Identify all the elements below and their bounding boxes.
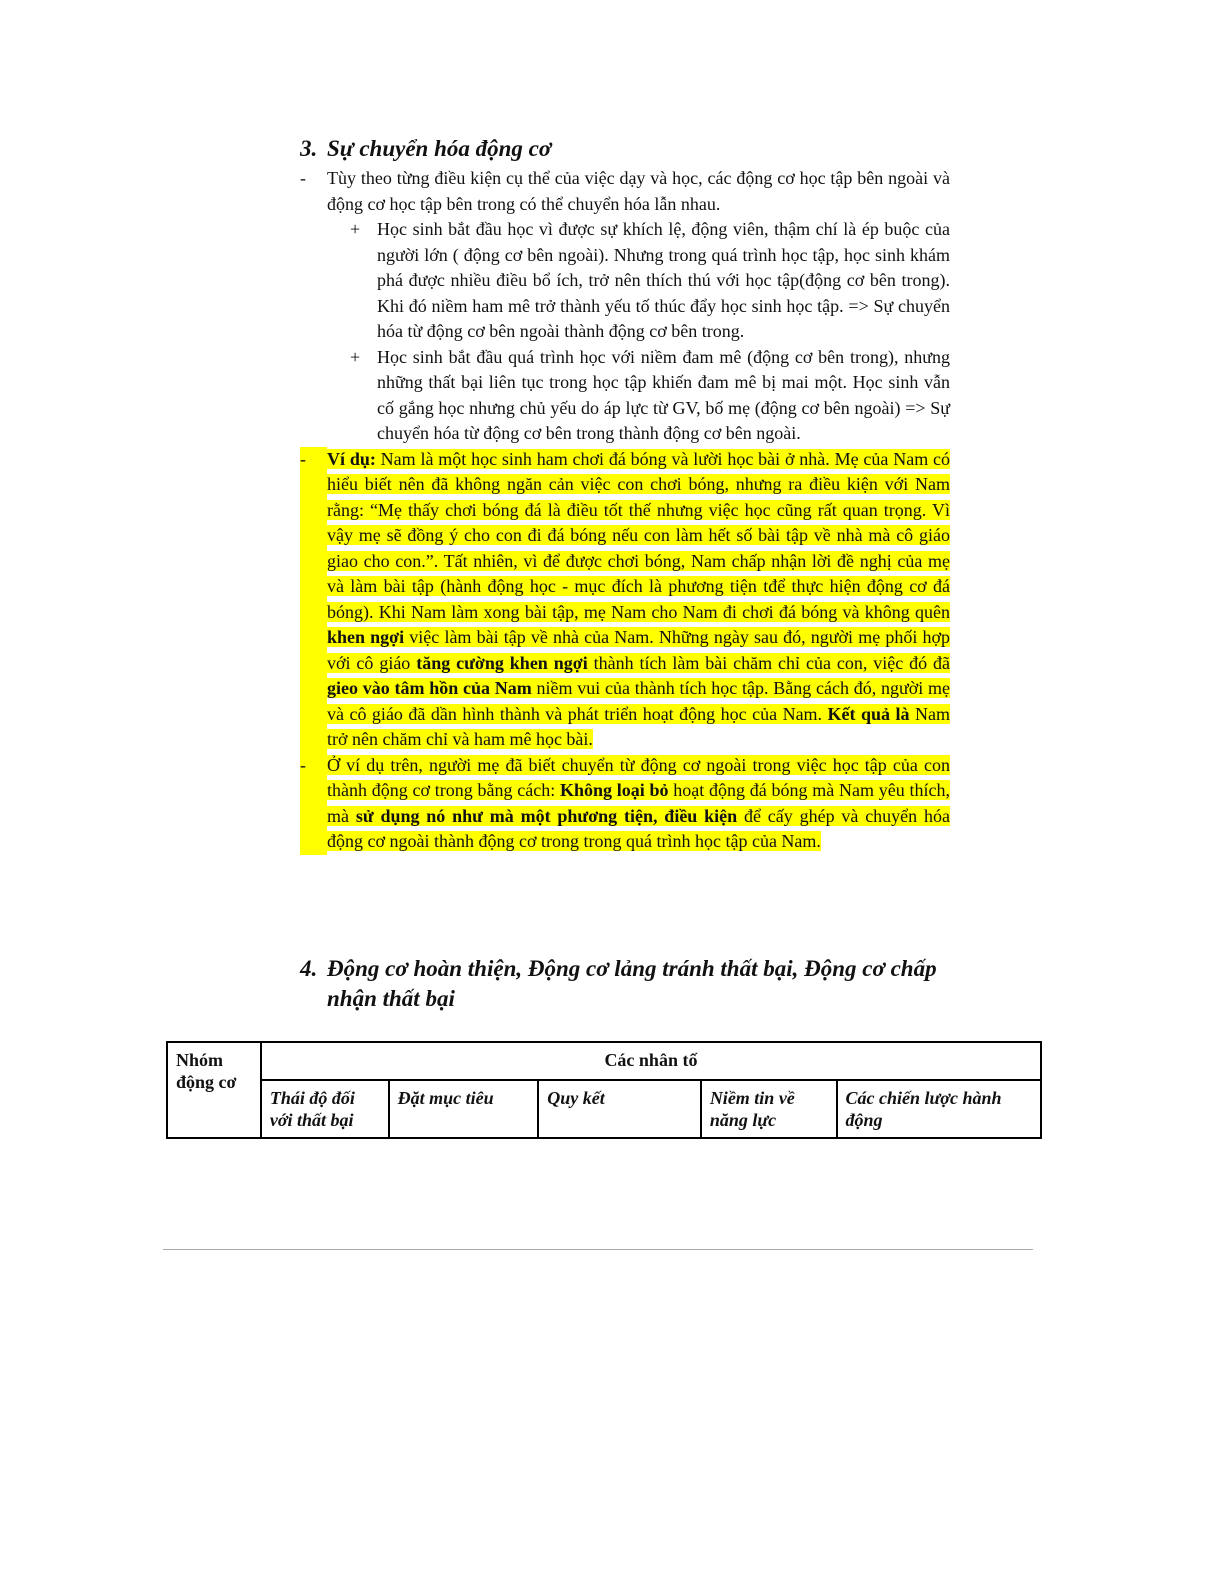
table-sub-header: Niềm tin về năng lực [701,1080,837,1138]
conclusion-emphasis: Không loại bỏ [559,780,669,800]
example-text-part: Nam trở nên chăm chỉ và ham mê học bài. [327,703,950,749]
example-text [327,447,950,753]
dash-marker: - [300,447,327,753]
intro-paragraph [300,166,950,217]
example-text-part: niềm vui của thành tích học tập. Bằng cách đó, người mẹ và cô giáo đã dần hình thành và phát triển hoạt động học của Nam. [327,678,950,724]
example-label: Ví dụ: [327,448,376,469]
conclusion-paragraph [300,753,950,855]
example-emphasis: Kết quả là [827,703,910,724]
conclusion-text-part: Ở ví dụ trên, người mẹ đã biết chuyển từ động cơ ngoài trong việc học tập của con thành động cơ trong bằng cách: [327,754,950,800]
table-sub-header: Thái độ đối với thất bại [261,1080,389,1138]
dash-marker: - [300,753,327,855]
conclusion-text-part: để cấy ghép và chuyển hóa động cơ ngoài thành động cơ trong trong quá trình học tập của Nam. [327,805,950,851]
example-emphasis: tăng cường khen ngợi [416,652,588,673]
table-main-header: Các nhân tố [261,1042,1041,1080]
example-text-part: Nam là một học sinh ham chơi đá bóng và lười học bài ở nhà. Mẹ của Nam có hiểu biết nên đã không ngăn cản việc con chơi bóng, nhưng ra điều kiện với Nam rằng: “Mẹ thấy chơi bóng đá là điều tốt thế nhưng việc học cũng rất quan trọng. Vì vậy mẹ sẽ đồng ý cho con đi đá bóng nếu con làm hết số bài tập về nhà mà cô giáo giao cho con.”. Tất nhiên, vì để được chơi bóng, Nam chấp nhận lời đề nghị của mẹ và làm bài tập (hành động học - mục đích là phương tiện tđể thực hiện động cơ đá bóng). Khi Nam làm xong bài tập, mẹ Nam cho Nam đi chơi đá bóng và không quên [327,448,951,622]
section-4-number: 4. [300,956,318,981]
example-emphasis: khen ngợi [327,627,405,647]
motivation-table [166,1041,1042,1139]
bullet-item [350,217,950,345]
section-3-heading [300,134,950,164]
bullet-item [350,345,950,447]
bullet-text: Học sinh bắt đầu quá trình học với niềm đam mê (động cơ bên trong), nhưng những thất bại liên tục trong học tập khiến đam mê bị mai một. Học sinh vẫn cố gắng học nhưng chủ yếu do áp lực từ GV, bố mẹ (động cơ bên ngoài) => Sự chuyển hóa từ động cơ bên trong thành động cơ bên ngoài. [377,346,950,443]
section-3-number: 3. [300,136,318,161]
table-sub-header: Các chiến lược hành động [837,1080,1041,1138]
bullet-text: Học sinh bắt đầu học vì được sự khích lệ, động viên, thậm chí là ép buộc của người lớn ( động cơ bên ngoài). Nhưng trong quá trình học tập, học sinh khám phá được nhiều điều bổ ích, trở nên thích thú với học tập(động cơ bên trong). Khi đó niềm ham mê trở thành yếu tố thúc đẩy học sinh học tập. => Sự chuyển hóa từ động cơ bên ngoài thành động cơ bên trong. [377,219,950,341]
conclusion-text-part: hoạt động đá bóng mà Nam yêu thích, mà [327,780,950,826]
example-emphasis: gieo vào tâm hồn của Nam [327,678,532,698]
table-group-header: Nhóm động cơ [167,1042,261,1138]
example-text-part: thành tích làm bài chăm chỉ của con, việc đó đã [587,652,951,673]
conclusion-emphasis: sử dụng nó như mà một phương tiện, điều kiện [355,805,738,826]
plus-marker: + [350,219,361,239]
section-4-heading [300,954,950,1014]
dash-marker: - [300,168,306,188]
example-text-part: việc làm bài tập về nhà của Nam. Những ngày sau đó, người mẹ phối hợp với cô giáo [327,627,951,673]
page-break-line [163,1249,1033,1250]
section-4-title: Động cơ hoàn thiện, Động cơ lảng tránh thất bại, Động cơ chấp nhận thất bại [327,956,937,1011]
conclusion-text [327,753,950,855]
plus-marker: + [350,346,361,367]
example-paragraph [300,447,950,753]
section-3-title: Sự chuyển hóa động cơ [327,136,552,161]
table-sub-header: Đặt mục tiêu [389,1080,539,1138]
table-sub-header: Quy kết [538,1080,701,1138]
intro-text: Tùy theo từng điều kiện cụ thể của việc dạy và học, các động cơ học tập bên ngoài và động cơ học tập bên trong có thể chuyển hóa lẫn nhau. [327,168,950,214]
section-3 [300,134,950,855]
